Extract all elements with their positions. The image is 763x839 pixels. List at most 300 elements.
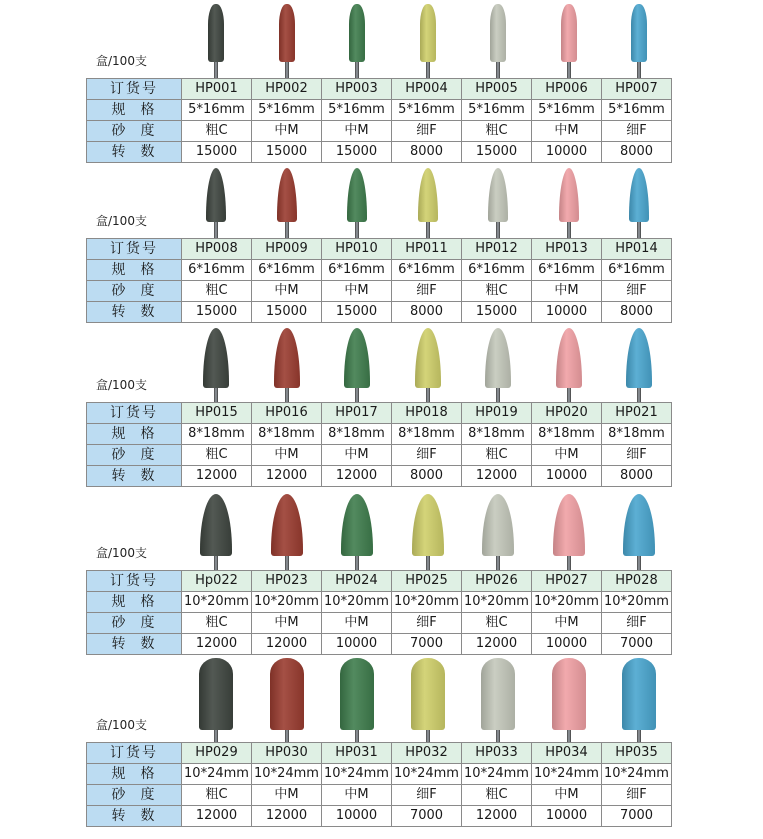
table-row-spec	[87, 424, 672, 445]
grit-cell: 粗C	[462, 785, 532, 806]
row-label: 规 格	[87, 424, 182, 445]
rpm-cell: 12000	[252, 806, 322, 827]
bur-shank	[214, 730, 218, 742]
spec-cell: 6*16mm	[252, 260, 322, 281]
order-code-cell: HP032	[392, 743, 462, 764]
rpm-cell: 10000	[532, 466, 602, 487]
bur-head	[626, 328, 652, 388]
grit-cell: 细F	[602, 445, 672, 466]
grit-cell: 中M	[532, 281, 602, 302]
bur-shank	[426, 388, 430, 402]
bur-head	[622, 658, 656, 730]
product-block-1	[86, 4, 676, 166]
rpm-cell: 12000	[462, 634, 532, 655]
order-code-cell: HP001	[182, 79, 252, 100]
spec-cell: 10*20mm	[602, 592, 672, 613]
table-row-order-no	[87, 743, 672, 764]
rpm-cell: 15000	[462, 302, 532, 323]
order-code-cell: HP035	[602, 743, 672, 764]
rpm-cell: 10000	[532, 302, 602, 323]
grit-cell: 中M	[252, 121, 322, 142]
unit-label: 盒/100支	[96, 718, 147, 732]
spec-cell: 10*20mm	[322, 592, 392, 613]
grit-cell: 细F	[392, 281, 462, 302]
bur-head	[559, 168, 579, 222]
spec-cell: 6*16mm	[392, 260, 462, 281]
polishing-bur-image	[252, 168, 322, 238]
unit-label: 盒/100支	[96, 546, 147, 560]
bur-head	[206, 168, 226, 222]
polishing-bur-image	[181, 4, 251, 78]
bur-head	[412, 494, 444, 556]
table-row-order-no	[87, 79, 672, 100]
grit-cell: 细F	[602, 785, 672, 806]
rpm-cell: 12000	[462, 466, 532, 487]
grit-cell: 粗C	[182, 613, 252, 634]
table-row-rpm	[87, 142, 672, 163]
polishing-bur-image	[322, 4, 392, 78]
rpm-cell: 10000	[532, 634, 602, 655]
spec-cell: 5*16mm	[462, 100, 532, 121]
spec-cell: 6*16mm	[462, 260, 532, 281]
grit-cell: 中M	[532, 121, 602, 142]
spec-table	[86, 742, 672, 827]
bur-shank	[637, 388, 641, 402]
order-code-cell: HP030	[252, 743, 322, 764]
row-label: 转 数	[87, 806, 182, 827]
grit-cell: 粗C	[462, 613, 532, 634]
spec-table	[86, 570, 672, 655]
grit-cell: 粗C	[462, 121, 532, 142]
rpm-cell: 15000	[252, 302, 322, 323]
polishing-bur-image	[393, 4, 463, 78]
bur-shank	[496, 62, 500, 78]
polishing-bur-image	[181, 328, 251, 402]
product-block-5	[86, 656, 676, 830]
row-label: 转 数	[87, 142, 182, 163]
order-code-cell: HP002	[252, 79, 322, 100]
bur-shank	[214, 388, 218, 402]
grit-cell: 粗C	[182, 281, 252, 302]
grit-cell: 粗C	[182, 785, 252, 806]
rpm-cell: 10000	[322, 634, 392, 655]
bur-shank	[214, 62, 218, 78]
order-code-cell: HP015	[182, 403, 252, 424]
order-code-cell: HP027	[532, 571, 602, 592]
rpm-cell: 12000	[462, 806, 532, 827]
bur-shank	[355, 556, 359, 570]
order-code-cell: HP004	[392, 79, 462, 100]
polishing-bur-image	[534, 658, 604, 742]
table-row-order-no	[87, 239, 672, 260]
table-row-order-no	[87, 403, 672, 424]
rpm-cell: 15000	[322, 302, 392, 323]
row-label: 转 数	[87, 302, 182, 323]
order-code-cell: Hp022	[182, 571, 252, 592]
product-images-row	[181, 166, 675, 238]
order-code-cell: HP026	[462, 571, 532, 592]
grit-cell: 中M	[252, 785, 322, 806]
order-code-cell: HP025	[392, 571, 462, 592]
rpm-cell: 7000	[602, 806, 672, 827]
bur-head	[411, 658, 445, 730]
grit-cell: 粗C	[462, 445, 532, 466]
bur-shank	[496, 388, 500, 402]
row-label: 订货号	[87, 403, 182, 424]
order-code-cell: HP016	[252, 403, 322, 424]
row-label: 规 格	[87, 764, 182, 785]
polishing-bur-image	[181, 168, 251, 238]
table-row-spec	[87, 764, 672, 785]
bur-shank	[355, 730, 359, 742]
row-label: 砂 度	[87, 281, 182, 302]
bur-shank	[426, 556, 430, 570]
row-label: 砂 度	[87, 613, 182, 634]
rpm-cell: 8000	[602, 302, 672, 323]
grit-cell: 粗C	[182, 445, 252, 466]
polishing-bur-image	[252, 494, 322, 570]
bur-shank	[496, 556, 500, 570]
polishing-bur-image	[463, 168, 533, 238]
bur-head	[277, 168, 297, 222]
row-label: 转 数	[87, 466, 182, 487]
order-code-cell: HP003	[322, 79, 392, 100]
row-label: 砂 度	[87, 121, 182, 142]
bur-head	[631, 4, 647, 62]
grit-cell: 粗C	[462, 281, 532, 302]
grit-cell: 细F	[392, 785, 462, 806]
bur-shank	[567, 556, 571, 570]
spec-cell: 10*20mm	[252, 592, 322, 613]
bur-head	[270, 658, 304, 730]
table-row-grit	[87, 613, 672, 634]
bur-shank	[355, 62, 359, 78]
table-row-rpm	[87, 302, 672, 323]
bur-shank	[567, 388, 571, 402]
order-code-cell: HP033	[462, 743, 532, 764]
spec-cell: 8*18mm	[602, 424, 672, 445]
spec-table	[86, 402, 672, 487]
spec-cell: 10*20mm	[532, 592, 602, 613]
spec-cell: 10*24mm	[322, 764, 392, 785]
rpm-cell: 8000	[392, 466, 462, 487]
polishing-bur-image	[604, 494, 674, 570]
bur-head	[556, 328, 582, 388]
grit-cell: 中M	[322, 121, 392, 142]
polishing-bur-image	[252, 328, 322, 402]
product-block-4	[86, 492, 676, 658]
spec-cell: 8*18mm	[532, 424, 602, 445]
bur-shank	[637, 556, 641, 570]
row-label: 订货号	[87, 79, 182, 100]
spec-cell: 10*20mm	[462, 592, 532, 613]
bur-head	[552, 658, 586, 730]
grit-cell: 中M	[322, 281, 392, 302]
rpm-cell: 15000	[182, 142, 252, 163]
product-images-row	[181, 328, 675, 402]
grit-cell: 中M	[322, 613, 392, 634]
bur-shank	[285, 388, 289, 402]
spec-cell: 8*18mm	[462, 424, 532, 445]
order-code-cell: HP020	[532, 403, 602, 424]
bur-head	[553, 494, 585, 556]
bur-head	[349, 4, 365, 62]
bur-shank	[285, 222, 289, 238]
order-code-cell: HP014	[602, 239, 672, 260]
bur-head	[629, 168, 649, 222]
spec-cell: 8*18mm	[392, 424, 462, 445]
rpm-cell: 7000	[392, 806, 462, 827]
row-label: 砂 度	[87, 785, 182, 806]
polishing-bur-image	[534, 4, 604, 78]
bur-shank	[637, 222, 641, 238]
rpm-cell: 15000	[322, 142, 392, 163]
product-block-2	[86, 166, 676, 326]
spec-cell: 5*16mm	[532, 100, 602, 121]
bur-shank	[426, 62, 430, 78]
polishing-bur-image	[181, 658, 251, 742]
rpm-cell: 12000	[182, 466, 252, 487]
table-row-grit	[87, 121, 672, 142]
rpm-cell: 12000	[182, 806, 252, 827]
bur-shank	[496, 730, 500, 742]
polishing-bur-image	[322, 328, 392, 402]
table-row-spec	[87, 260, 672, 281]
unit-label: 盒/100支	[96, 214, 147, 228]
rpm-cell: 8000	[392, 302, 462, 323]
bur-shank	[637, 62, 641, 78]
bur-shank	[637, 730, 641, 742]
unit-label: 盒/100支	[96, 378, 147, 392]
spec-cell: 5*16mm	[252, 100, 322, 121]
bur-head	[415, 328, 441, 388]
grit-cell: 中M	[252, 445, 322, 466]
polishing-bur-image	[604, 328, 674, 402]
polishing-bur-image	[181, 494, 251, 570]
polishing-bur-image	[322, 168, 392, 238]
unit-label: 盒/100支	[96, 54, 147, 68]
spec-cell: 5*16mm	[602, 100, 672, 121]
row-label: 规 格	[87, 260, 182, 281]
order-code-cell: HP012	[462, 239, 532, 260]
spec-cell: 10*24mm	[532, 764, 602, 785]
spec-cell: 5*16mm	[182, 100, 252, 121]
order-code-cell: HP005	[462, 79, 532, 100]
bur-head	[488, 168, 508, 222]
spec-cell: 6*16mm	[322, 260, 392, 281]
row-label: 订货号	[87, 239, 182, 260]
bur-head	[279, 4, 295, 62]
polishing-bur-image	[463, 494, 533, 570]
grit-cell: 中M	[532, 613, 602, 634]
bur-head	[341, 494, 373, 556]
spec-cell: 10*24mm	[252, 764, 322, 785]
order-code-cell: HP013	[532, 239, 602, 260]
row-label: 订货号	[87, 743, 182, 764]
bur-head	[561, 4, 577, 62]
grit-cell: 中M	[322, 445, 392, 466]
product-images-row	[181, 492, 675, 570]
row-label: 砂 度	[87, 445, 182, 466]
bur-head	[418, 168, 438, 222]
rpm-cell: 8000	[392, 142, 462, 163]
order-code-cell: HP009	[252, 239, 322, 260]
order-code-cell: HP017	[322, 403, 392, 424]
grit-cell: 细F	[602, 281, 672, 302]
polishing-bur-image	[322, 494, 392, 570]
order-code-cell: HP023	[252, 571, 322, 592]
bur-shank	[567, 222, 571, 238]
bur-head	[208, 4, 224, 62]
bur-head	[340, 658, 374, 730]
order-code-cell: HP021	[602, 403, 672, 424]
bur-shank	[426, 730, 430, 742]
rpm-cell: 10000	[322, 806, 392, 827]
bur-head	[203, 328, 229, 388]
grit-cell: 中M	[322, 785, 392, 806]
bur-shank	[355, 222, 359, 238]
rpm-cell: 10000	[532, 142, 602, 163]
bur-shank	[285, 730, 289, 742]
spec-cell: 6*16mm	[532, 260, 602, 281]
spec-cell: 5*16mm	[392, 100, 462, 121]
rpm-cell: 12000	[252, 634, 322, 655]
table-row-grit	[87, 445, 672, 466]
order-code-cell: HP031	[322, 743, 392, 764]
bur-head	[199, 658, 233, 730]
polishing-bur-image	[534, 328, 604, 402]
spec-cell: 8*18mm	[322, 424, 392, 445]
spec-cell: 10*20mm	[392, 592, 462, 613]
product-block-3	[86, 328, 676, 490]
polishing-bur-image	[463, 658, 533, 742]
polishing-bur-image	[534, 168, 604, 238]
grit-cell: 细F	[392, 445, 462, 466]
grit-cell: 粗C	[182, 121, 252, 142]
grit-cell: 细F	[392, 613, 462, 634]
rpm-cell: 15000	[182, 302, 252, 323]
bur-shank	[567, 62, 571, 78]
bur-head	[420, 4, 436, 62]
grit-cell: 中M	[532, 445, 602, 466]
polishing-bur-image	[393, 494, 463, 570]
rpm-cell: 15000	[462, 142, 532, 163]
spec-cell: 10*24mm	[182, 764, 252, 785]
bur-shank	[496, 222, 500, 238]
bur-head	[485, 328, 511, 388]
spec-cell: 10*24mm	[602, 764, 672, 785]
spec-cell: 10*20mm	[182, 592, 252, 613]
bur-shank	[567, 730, 571, 742]
spec-cell: 6*16mm	[602, 260, 672, 281]
rpm-cell: 12000	[252, 466, 322, 487]
polishing-bur-image	[604, 658, 674, 742]
bur-shank	[285, 62, 289, 78]
grit-cell: 中M	[252, 281, 322, 302]
spec-cell: 10*24mm	[462, 764, 532, 785]
rpm-cell: 8000	[602, 142, 672, 163]
order-code-cell: HP010	[322, 239, 392, 260]
rpm-cell: 12000	[182, 634, 252, 655]
table-row-spec	[87, 592, 672, 613]
polishing-bur-image	[463, 4, 533, 78]
polishing-bur-image	[393, 658, 463, 742]
order-code-cell: HP018	[392, 403, 462, 424]
table-row-grit	[87, 785, 672, 806]
bur-head	[623, 494, 655, 556]
table-row-rpm	[87, 634, 672, 655]
bur-shank	[214, 556, 218, 570]
polishing-bur-image	[463, 328, 533, 402]
grit-cell: 细F	[392, 121, 462, 142]
spec-cell: 5*16mm	[322, 100, 392, 121]
order-code-cell: HP008	[182, 239, 252, 260]
order-code-cell: HP029	[182, 743, 252, 764]
row-label: 规 格	[87, 100, 182, 121]
bur-shank	[214, 222, 218, 238]
polishing-bur-image	[393, 328, 463, 402]
bur-head	[481, 658, 515, 730]
bur-shank	[426, 222, 430, 238]
polishing-bur-image	[393, 168, 463, 238]
grit-cell: 中M	[252, 613, 322, 634]
bur-head	[200, 494, 232, 556]
polishing-bur-image	[604, 168, 674, 238]
table-row-rpm	[87, 806, 672, 827]
spec-cell: 8*18mm	[182, 424, 252, 445]
polishing-bur-image	[252, 4, 322, 78]
order-code-cell: HP006	[532, 79, 602, 100]
rpm-cell: 12000	[322, 466, 392, 487]
rpm-cell: 7000	[392, 634, 462, 655]
order-code-cell: HP028	[602, 571, 672, 592]
bur-head	[271, 494, 303, 556]
row-label: 订货号	[87, 571, 182, 592]
spec-cell: 6*16mm	[182, 260, 252, 281]
table-row-order-no	[87, 571, 672, 592]
rpm-cell: 7000	[602, 634, 672, 655]
spec-cell: 10*24mm	[392, 764, 462, 785]
spec-table	[86, 238, 672, 323]
bur-shank	[355, 388, 359, 402]
product-images-row	[181, 4, 675, 78]
spec-table	[86, 78, 672, 163]
order-code-cell: HP019	[462, 403, 532, 424]
bur-head	[344, 328, 370, 388]
polishing-bur-image	[252, 658, 322, 742]
bur-shank	[285, 556, 289, 570]
order-code-cell: HP007	[602, 79, 672, 100]
polishing-bur-image	[534, 494, 604, 570]
order-code-cell: HP011	[392, 239, 462, 260]
bur-head	[274, 328, 300, 388]
bur-head	[347, 168, 367, 222]
rpm-cell: 8000	[602, 466, 672, 487]
order-code-cell: HP034	[532, 743, 602, 764]
rpm-cell: 15000	[252, 142, 322, 163]
row-label: 转 数	[87, 634, 182, 655]
grit-cell: 细F	[602, 121, 672, 142]
product-images-row	[181, 656, 675, 742]
table-row-rpm	[87, 466, 672, 487]
rpm-cell: 10000	[532, 806, 602, 827]
order-code-cell: HP024	[322, 571, 392, 592]
table-row-spec	[87, 100, 672, 121]
polishing-bur-image	[604, 4, 674, 78]
bur-head	[482, 494, 514, 556]
grit-cell: 中M	[532, 785, 602, 806]
polishing-bur-image	[322, 658, 392, 742]
